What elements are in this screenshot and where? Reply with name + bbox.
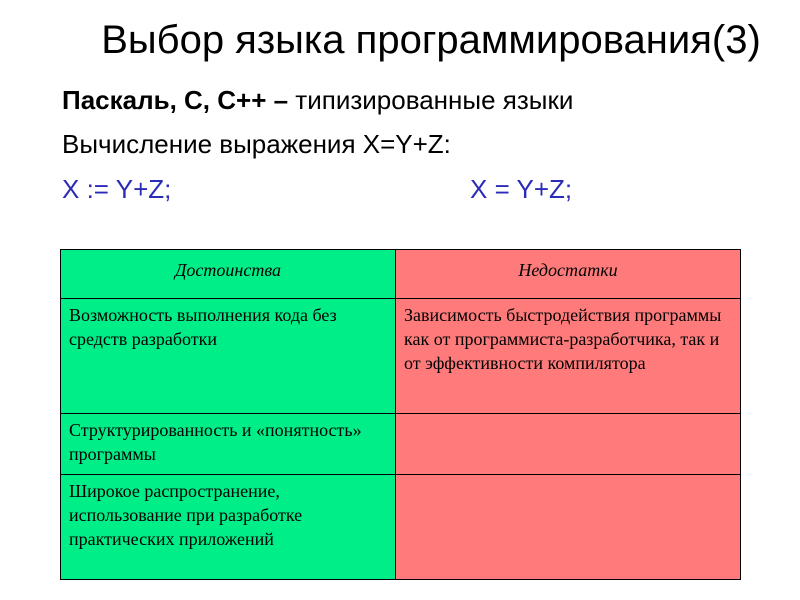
languages-list: Паскаль, С, С++ – xyxy=(62,85,289,115)
advantage-cell: Структурированность и «понятность» программы xyxy=(61,414,396,475)
c-assignment-code: X = Y+Z; xyxy=(470,174,573,204)
disadvantage-cell: Зависимость быстродействия программы как от программиста-разработчика, так и от эффективности компилятора xyxy=(396,299,741,414)
advantage-cell: Возможность выполнения кода без средств разработки xyxy=(61,299,396,414)
header-advantages: Достоинства xyxy=(61,250,396,299)
slide-title: Выбор языка программирования(3) xyxy=(101,18,761,62)
pascal-assignment-code: X := Y+Z; xyxy=(62,174,172,204)
table-row xyxy=(61,299,741,414)
header-disadvantages: Недостатки xyxy=(396,250,741,299)
disadvantage-cell xyxy=(396,475,741,580)
comparison-table xyxy=(60,249,741,580)
expression-line: Вычисление выражения X=Y+Z: xyxy=(62,129,451,159)
typed-languages-text: типизированные языки xyxy=(288,85,574,115)
table-row xyxy=(61,475,741,580)
table-row xyxy=(61,414,741,475)
typed-languages-line xyxy=(62,84,573,116)
advantage-cell: Широкое распространение, использование при разработке практических приложений xyxy=(61,475,396,580)
disadvantage-cell xyxy=(396,414,741,475)
table-header-row xyxy=(61,250,741,299)
